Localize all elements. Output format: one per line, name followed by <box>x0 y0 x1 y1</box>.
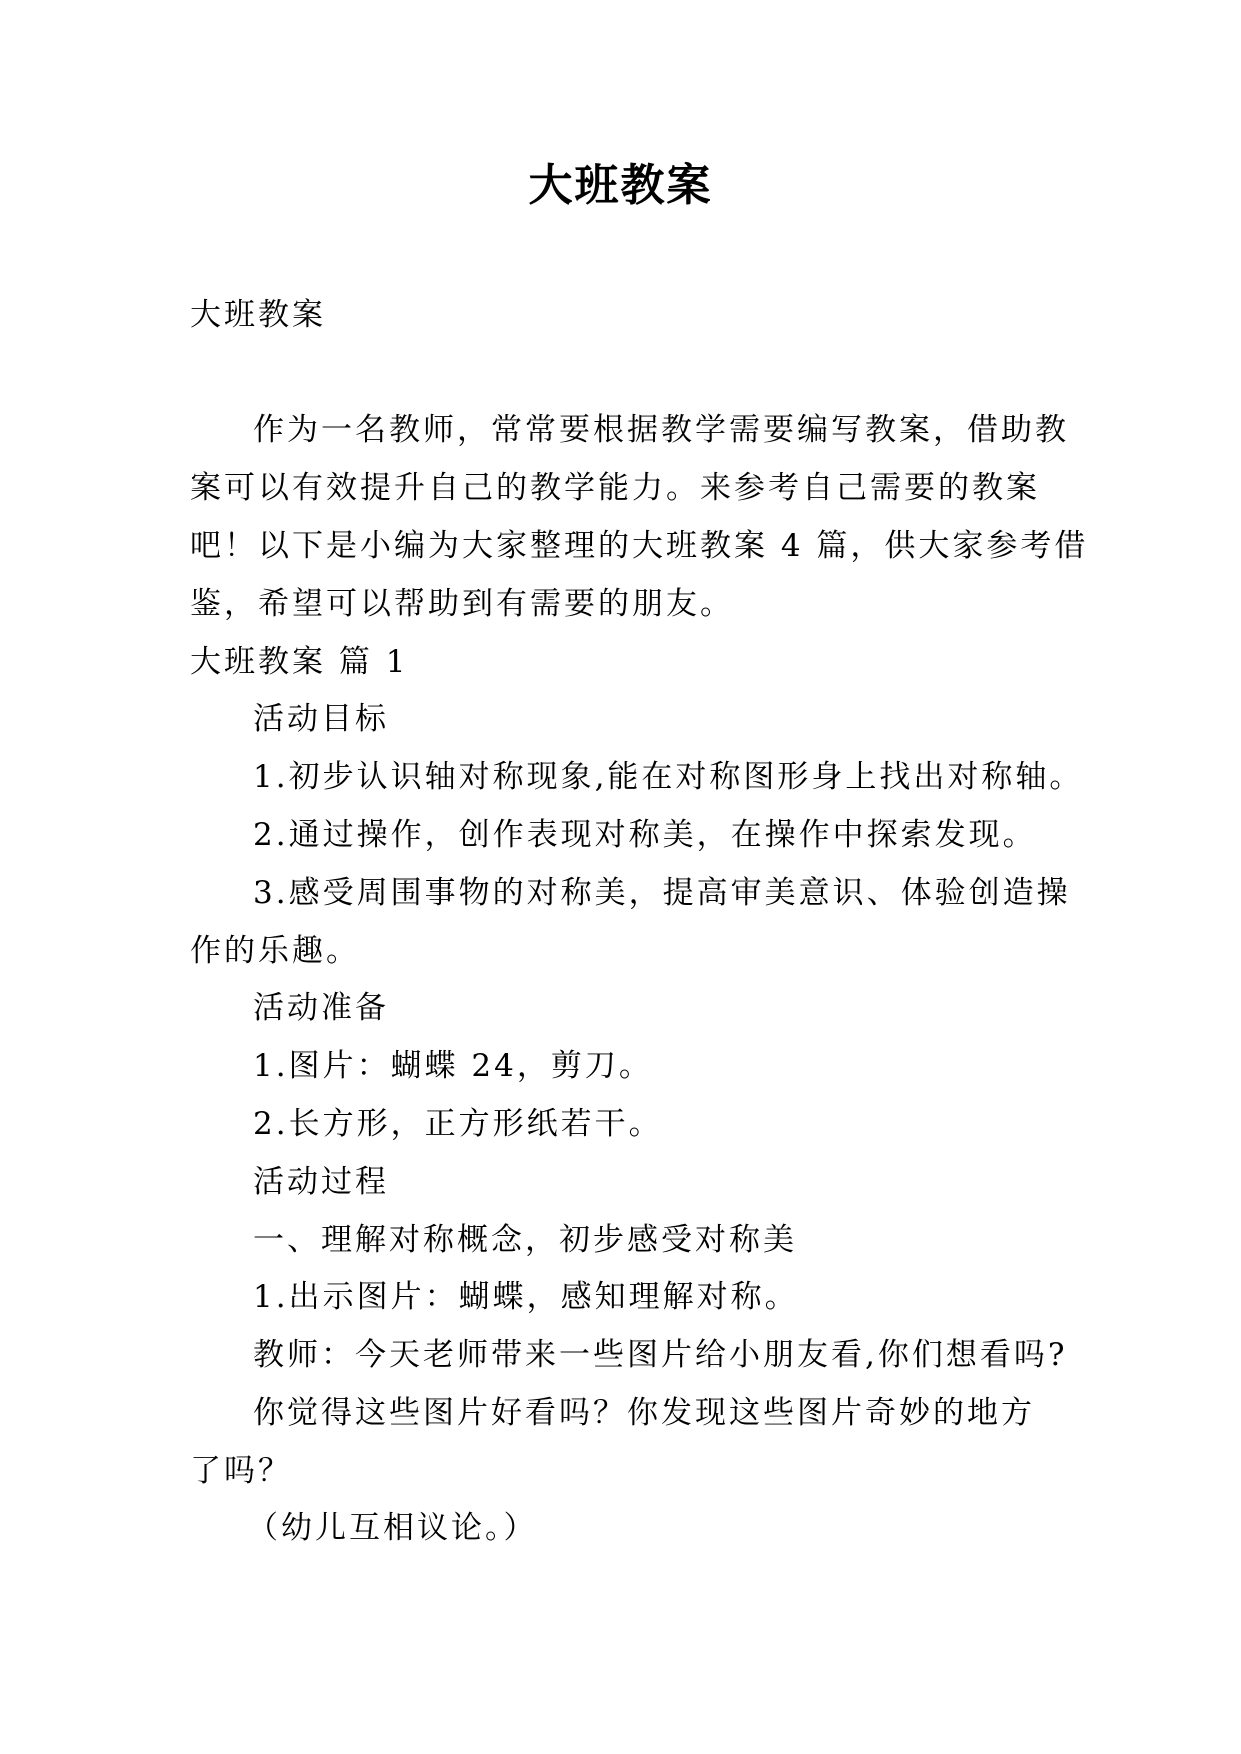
process-item-1: 1.出示图片：蝴蝶，感知理解对称。 <box>253 1279 799 1315</box>
document-subtitle: 大班教案 <box>190 297 326 333</box>
intro-line-1: 作为一名教师，常常要根据教学需要编写教案，借助教 <box>253 412 1069 448</box>
goal-heading: 活动目标 <box>253 701 389 737</box>
document-title: 大班教案 <box>528 160 713 211</box>
prep-heading: 活动准备 <box>253 990 389 1026</box>
teacher-line: 教师：今天老师带来一些图片给小朋友看,你们想看吗? <box>253 1337 1068 1373</box>
intro-line-2: 案可以有效提升自己的教学能力。来参考自己需要的教案 <box>190 470 1040 506</box>
question-line-2: 了吗？ <box>190 1453 292 1489</box>
children-line: （幼儿互相议论。） <box>247 1510 538 1546</box>
intro-line-3: 吧！以下是小编为大家整理的大班教案 4 篇，供大家参考借 <box>190 528 1089 564</box>
prep-item-2: 2.长方形，正方形纸若干。 <box>253 1106 663 1142</box>
process-part-1: 一、理解对称概念，初步感受对称美 <box>253 1222 797 1258</box>
goal-item-3-line-2: 作的乐趣。 <box>190 933 360 969</box>
process-heading: 活动过程 <box>253 1164 389 1200</box>
intro-line-4: 鉴，希望可以帮助到有需要的朋友。 <box>190 586 734 622</box>
section-heading: 大班教案 篇 1 <box>190 644 409 680</box>
prep-item-1: 1.图片：蝴蝶 24，剪刀。 <box>253 1048 653 1084</box>
goal-item-2: 2.通过操作，创作表现对称美，在操作中探索发现。 <box>253 817 1037 853</box>
goal-item-1: 1.初步认识轴对称现象,能在对称图形身上找出对称轴。 <box>253 759 1084 795</box>
question-line-1: 你觉得这些图片好看吗？你发现这些图片奇妙的地方 <box>253 1395 1035 1431</box>
goal-item-3-line-1: 3.感受周围事物的对称美，提高审美意识、体验创造操 <box>253 875 1071 911</box>
